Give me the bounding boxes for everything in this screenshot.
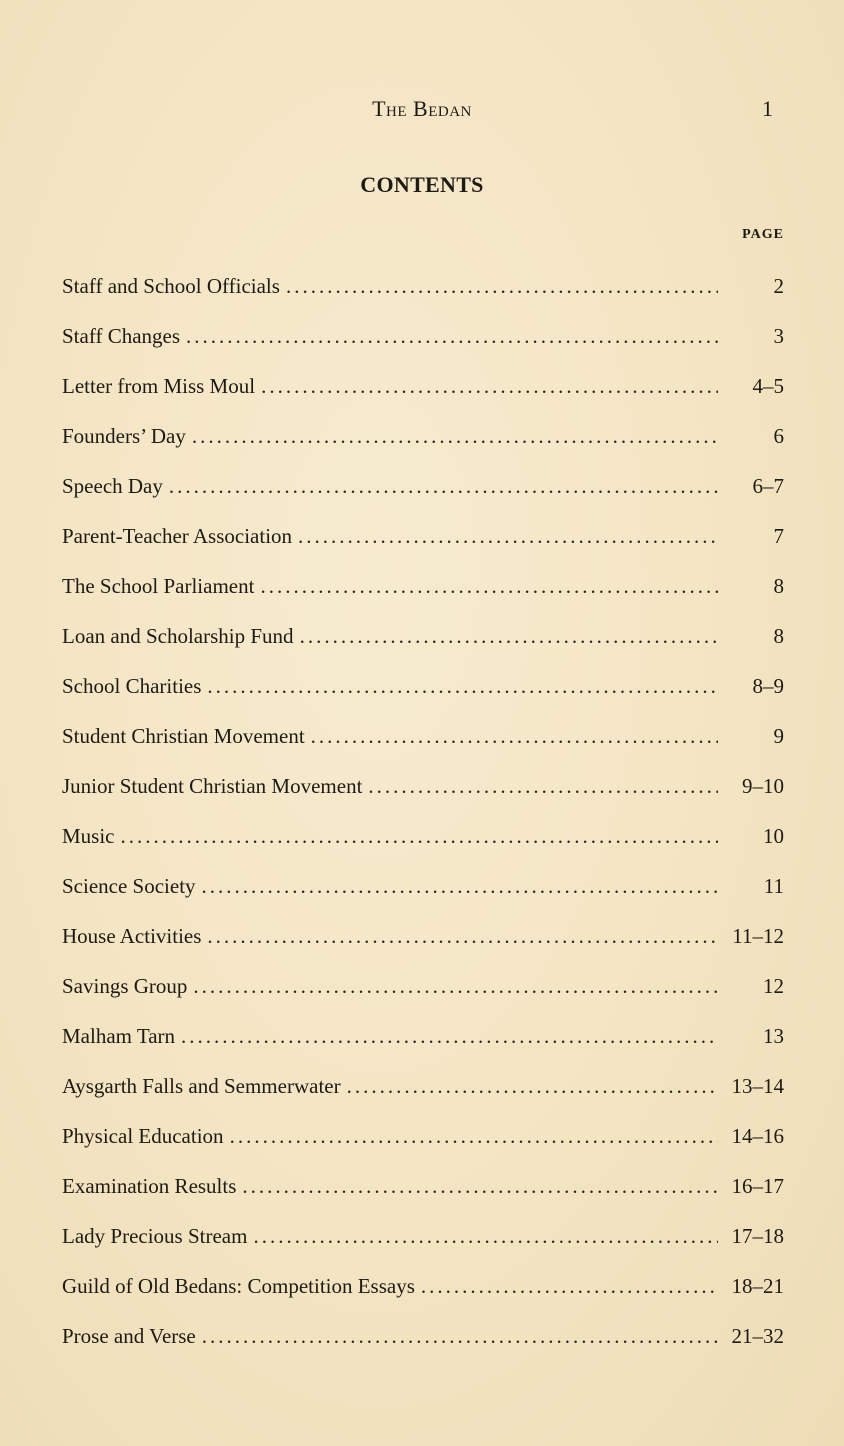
- toc-entry-page: 17–18: [731, 1224, 784, 1248]
- toc-entry-title: Staff and School Officials: [62, 274, 280, 298]
- toc-dot-leader: [202, 868, 718, 904]
- toc-entry: [62, 1068, 784, 1118]
- toc-entry: [62, 818, 784, 868]
- toc-entry-title: Student Christian Movement: [62, 724, 305, 748]
- toc-entry-page: 16–17: [731, 1174, 784, 1198]
- toc-entry: [62, 518, 784, 568]
- toc-entry-title: Aysgarth Falls and Semmerwater: [62, 1074, 341, 1098]
- toc-entry-page: 14–16: [731, 1124, 784, 1148]
- running-header-title: The Bedan: [372, 96, 472, 121]
- toc-dot-leader: [169, 468, 718, 504]
- toc-entry: [62, 668, 784, 718]
- toc-entry: [62, 868, 784, 918]
- toc-entry-page: 8–9: [752, 674, 784, 698]
- toc-entry-title: Examination Results: [62, 1174, 237, 1198]
- toc-entry-title: Junior Student Christian Movement: [62, 774, 363, 798]
- toc-entry-page: 10: [763, 824, 784, 848]
- toc-entry-title: Staff Changes: [62, 324, 181, 348]
- toc-entry-title: Founders’ Day: [62, 424, 186, 448]
- toc-entry: [62, 568, 784, 618]
- toc-entry-page: 2: [773, 274, 784, 298]
- toc-entry-title: School Charities: [62, 674, 202, 698]
- toc-dot-leader: [202, 1318, 718, 1354]
- toc-entry-title: Loan and Scholarship Fund: [62, 624, 294, 648]
- toc-entry-page: 3: [773, 324, 784, 348]
- toc-entry-page: 6: [773, 424, 784, 448]
- toc-entry-title: Physical Education: [62, 1124, 224, 1148]
- toc-dot-leader: [260, 568, 718, 604]
- toc-dot-leader: [192, 418, 718, 454]
- toc-entry-page: 21–32: [731, 1324, 784, 1348]
- toc-entry-title: House Activities: [62, 924, 202, 948]
- toc-entry: [62, 368, 784, 418]
- toc-entry-title: Malham Tarn: [62, 1024, 176, 1048]
- toc-entry-title: The School Parliament: [62, 574, 255, 598]
- toc-entry: [62, 1218, 784, 1268]
- toc-entry-page: 7: [773, 524, 784, 548]
- toc-entry-page: 11–12: [732, 924, 784, 948]
- running-header-page-number: 1: [762, 96, 773, 121]
- toc-dot-leader: [230, 1118, 718, 1154]
- toc-entry-page: 6–7: [752, 474, 784, 498]
- toc-dot-leader: [253, 1218, 718, 1254]
- toc-dot-leader: [311, 718, 718, 754]
- toc-entry: [62, 1118, 784, 1168]
- toc-dot-leader: [298, 518, 718, 554]
- toc-entry: [62, 268, 784, 318]
- page-column-heading: PAGE: [742, 227, 784, 242]
- toc-entry-page: 4–5: [752, 374, 784, 398]
- toc-entry-title: Speech Day: [62, 474, 163, 498]
- toc-dot-leader: [286, 268, 718, 304]
- toc-entry: [62, 1018, 784, 1068]
- toc-entry-page: 9: [773, 724, 784, 748]
- toc-entry-page: 8: [773, 574, 784, 598]
- toc-entry-page: 12: [763, 974, 784, 998]
- toc-entry-page: 11: [763, 874, 784, 898]
- toc-entry: [62, 1268, 784, 1318]
- toc-entry-title: Letter from Miss Moul: [62, 374, 256, 398]
- toc-dot-leader: [186, 318, 718, 354]
- toc-dot-leader: [207, 918, 718, 954]
- toc-dot-leader: [181, 1018, 718, 1054]
- toc-entry-title: Science Society: [62, 874, 196, 898]
- toc-entry: [62, 1168, 784, 1218]
- toc-entry-page: 13–14: [731, 1074, 784, 1098]
- toc-entry: [62, 318, 784, 368]
- toc-dot-leader: [421, 1268, 718, 1304]
- toc-entry: [62, 618, 784, 668]
- toc-dot-leader: [368, 768, 718, 804]
- toc-dot-leader: [242, 1168, 718, 1204]
- toc-dot-leader: [261, 368, 718, 404]
- toc-dot-leader: [121, 818, 719, 854]
- toc-entry-page: 18–21: [731, 1274, 784, 1298]
- toc-entry-title: Prose and Verse: [62, 1324, 196, 1348]
- toc-entry-title: Music: [62, 824, 115, 848]
- toc-entry: [62, 418, 784, 468]
- toc-dot-leader: [207, 668, 718, 704]
- toc-entry: [62, 1318, 784, 1368]
- toc-entry-title: Guild of Old Bedans: Competition Essays: [62, 1274, 415, 1298]
- toc-entry: [62, 918, 784, 968]
- toc-entry: [62, 468, 784, 518]
- toc-entry: [62, 968, 784, 1018]
- toc-entry-title: Parent-Teacher Association: [62, 524, 293, 548]
- toc-entry: [62, 718, 784, 768]
- toc-dot-leader: [300, 618, 718, 654]
- table-of-contents: [62, 268, 784, 1368]
- toc-entry-title: Savings Group: [62, 974, 188, 998]
- contents-heading: CONTENTS: [360, 172, 484, 197]
- toc-dot-leader: [193, 968, 718, 1004]
- toc-entry-page: 8: [773, 624, 784, 648]
- toc-entry: [62, 768, 784, 818]
- toc-dot-leader: [347, 1068, 718, 1104]
- toc-entry-page: 9–10: [742, 774, 784, 798]
- toc-entry-title: Lady Precious Stream: [62, 1224, 248, 1248]
- toc-entry-page: 13: [763, 1024, 784, 1048]
